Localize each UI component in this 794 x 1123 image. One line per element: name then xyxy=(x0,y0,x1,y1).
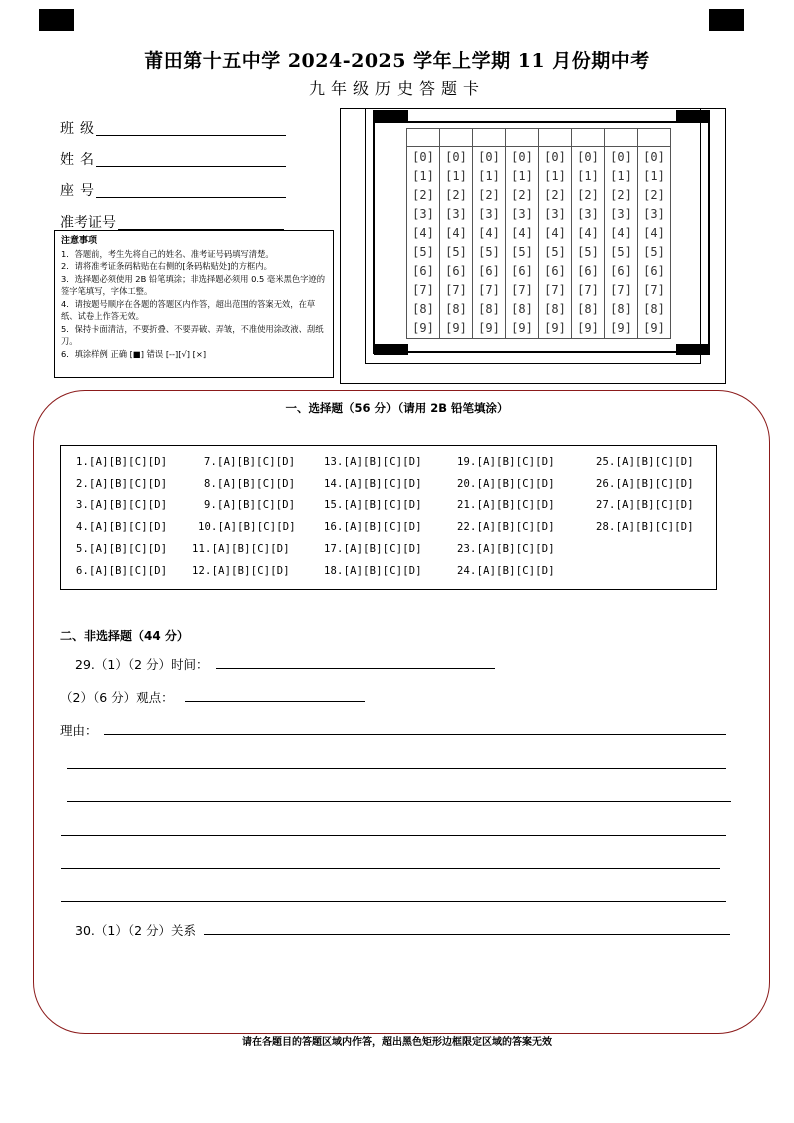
exam-id-grid xyxy=(406,128,671,339)
id-digit-bubble[interactable]: [1] xyxy=(412,169,434,183)
exam-id-frame-bottom xyxy=(365,363,701,364)
frame-block xyxy=(676,344,710,355)
id-digit-bubble[interactable]: [3] xyxy=(511,207,533,221)
class-label: 班级 xyxy=(60,121,100,137)
id-digit-bubble[interactable]: [1] xyxy=(478,169,500,183)
id-digit-box[interactable] xyxy=(440,129,473,147)
id-digit-bubble[interactable]: [0] xyxy=(544,150,566,164)
id-digit-bubble[interactable]: [1] xyxy=(445,169,467,183)
q29-1-label: 29.（1）（2 分）时间： xyxy=(75,657,209,672)
id-digit-bubble[interactable]: [2] xyxy=(478,188,500,202)
id-digit-box[interactable] xyxy=(572,129,605,147)
choice-question[interactable]: 20.[A][B][C][D] xyxy=(457,478,555,490)
id-digit-bubble[interactable]: [1] xyxy=(643,169,665,183)
id-digit-bubble[interactable]: [5] xyxy=(511,245,533,259)
choice-question[interactable]: 26.[A][B][C][D] xyxy=(596,478,694,490)
id-digit-bubble[interactable]: [6] xyxy=(478,264,500,278)
id-digit-bubble[interactable]: [3] xyxy=(412,207,434,221)
id-digit-bubble[interactable]: [7] xyxy=(643,283,665,297)
id-digit-bubble[interactable]: [1] xyxy=(544,169,566,183)
id-digit-bubble[interactable]: [9] xyxy=(610,321,632,335)
id-digit-bubble[interactable]: [8] xyxy=(511,302,533,316)
id-digit-bubble[interactable]: [6] xyxy=(544,264,566,278)
id-digit-bubble[interactable]: [4] xyxy=(577,226,599,240)
choice-question[interactable]: 28.[A][B][C][D] xyxy=(596,521,694,533)
choice-question[interactable]: 13.[A][B][C][D] xyxy=(324,456,422,468)
reason-line[interactable] xyxy=(104,734,726,735)
id-digit-bubble[interactable]: [4] xyxy=(478,226,500,240)
id-digit-bubble[interactable]: [6] xyxy=(412,264,434,278)
notice-item: 1．答题前，考生先将自己的姓名、准考证号码填写清楚。 xyxy=(61,248,274,259)
id-digit-bubble[interactable]: [0] xyxy=(610,150,632,164)
id-digit-box[interactable] xyxy=(539,129,572,147)
notice-item: 2．请将准考证条码粘贴在右侧的[条码粘贴处]的方框内。 xyxy=(61,261,272,271)
id-digit-bubble[interactable]: [9] xyxy=(478,321,500,335)
frame-block xyxy=(374,344,408,355)
id-digit-bubble[interactable]: [8] xyxy=(478,302,500,316)
notice-item: 5．保持卡面清洁，不要折叠、不要弄破、弄皱，不准使用涂改液、刮纸刀。 xyxy=(61,323,324,346)
id-digit-bubble[interactable]: [2] xyxy=(610,188,632,202)
id-digit-bubble[interactable]: [2] xyxy=(643,188,665,202)
id-digit-bubble[interactable]: [6] xyxy=(445,264,467,278)
reason-label: 理由： xyxy=(60,723,98,738)
notice-box xyxy=(54,230,334,378)
choice-question[interactable]: 18.[A][B][C][D] xyxy=(324,565,422,577)
notice-item: 6．填涂样例 正确 [■] 错误 [--][√] [×] xyxy=(61,348,207,359)
choice-question[interactable]: 12.[A][B][C][D] xyxy=(192,565,290,577)
choice-question[interactable]: 27.[A][B][C][D] xyxy=(596,499,694,511)
q29-2-answer-line[interactable] xyxy=(185,701,365,702)
id-digit-bubble[interactable]: [3] xyxy=(478,207,500,221)
choice-question[interactable]: 17.[A][B][C][D] xyxy=(324,543,422,555)
choice-question[interactable]: 15.[A][B][C][D] xyxy=(324,499,422,511)
seat-label: 座号 xyxy=(60,183,100,199)
choice-question[interactable]: 11.[A][B][C][D] xyxy=(192,543,290,555)
id-digit-bubble[interactable]: [9] xyxy=(577,321,599,335)
exam-id-label: 准考证号 xyxy=(60,215,116,231)
id-digit-bubble[interactable]: [1] xyxy=(577,169,599,183)
choice-question[interactable]: 2.[A][B][C][D] xyxy=(76,478,168,490)
choice-question[interactable]: 6.[A][B][C][D] xyxy=(76,565,168,577)
id-digit-bubble[interactable]: [0] xyxy=(478,150,500,164)
id-digit-bubble[interactable]: [8] xyxy=(412,302,434,316)
id-digit-bubble[interactable]: [3] xyxy=(577,207,599,221)
choice-question[interactable]: 1.[A][B][C][D] xyxy=(76,456,168,468)
id-digit-bubble[interactable]: [8] xyxy=(610,302,632,316)
id-digit-bubble[interactable]: [8] xyxy=(544,302,566,316)
id-digit-bubble[interactable]: [0] xyxy=(511,150,533,164)
id-digit-bubble[interactable]: [8] xyxy=(445,302,467,316)
notice-item: 4．请按题号顺序在各题的答题区内作答，超出范围的答案无效，在草纸、试卷上作答无效。 xyxy=(61,298,316,321)
id-digit-bubble[interactable]: [0] xyxy=(445,150,467,164)
choice-question[interactable]: 4.[A][B][C][D] xyxy=(76,521,168,533)
id-digit-column xyxy=(407,147,440,339)
section2-title: 二、非选择题（44 分） xyxy=(60,629,189,643)
choice-question[interactable]: 25.[A][B][C][D] xyxy=(596,456,694,468)
choice-question[interactable]: 5.[A][B][C][D] xyxy=(76,543,168,555)
id-digit-bubble[interactable]: [7] xyxy=(511,283,533,297)
id-digit-bubble[interactable]: [7] xyxy=(577,283,599,297)
id-digit-box[interactable] xyxy=(506,129,539,147)
id-digit-bubble[interactable]: [0] xyxy=(412,150,434,164)
id-digit-bubble[interactable]: [3] xyxy=(610,207,632,221)
id-digit-bubble[interactable]: [2] xyxy=(445,188,467,202)
id-digit-bubble[interactable]: [5] xyxy=(577,245,599,259)
frame-bottom-line xyxy=(373,351,710,353)
q30-1-answer-line[interactable] xyxy=(204,934,730,935)
corner-mark-right xyxy=(709,9,744,31)
id-digit-bubble[interactable]: [5] xyxy=(478,245,500,259)
id-digit-bubble[interactable]: [2] xyxy=(412,188,434,202)
id-digit-bubble[interactable]: [0] xyxy=(577,150,599,164)
id-digit-bubble[interactable]: [3] xyxy=(445,207,467,221)
id-digit-bubble[interactable]: [7] xyxy=(610,283,632,297)
section1-title: 一、选择题（56 分）（请用 2B 铅笔填涂） xyxy=(285,401,509,415)
id-digit-bubble[interactable]: [2] xyxy=(577,188,599,202)
id-digit-box[interactable] xyxy=(407,129,440,147)
q30-1-label: 30.（1）（2 分）关系 xyxy=(75,923,197,938)
id-digit-bubble[interactable]: [5] xyxy=(412,245,434,259)
page-subtitle: 九年级历史答题卡 xyxy=(308,79,485,98)
id-digit-bubble[interactable]: [4] xyxy=(610,226,632,240)
id-digit-bubble[interactable]: [4] xyxy=(412,226,434,240)
choice-question[interactable]: 3.[A][B][C][D] xyxy=(76,499,168,511)
name-line xyxy=(96,166,286,167)
frame-block xyxy=(374,110,408,121)
id-digit-bubble[interactable]: [9] xyxy=(544,321,566,335)
id-digit-bubble[interactable]: [6] xyxy=(577,264,599,278)
choice-question[interactable]: 8.[A][B][C][D] xyxy=(204,478,296,490)
choice-question[interactable]: 10.[A][B][C][D] xyxy=(198,521,296,533)
id-digit-bubble[interactable]: [8] xyxy=(577,302,599,316)
choice-question[interactable]: 22.[A][B][C][D] xyxy=(457,521,555,533)
id-digit-bubble[interactable]: [1] xyxy=(511,169,533,183)
notice-item: 3．选择题必须使用 2B 铅笔填涂；非选择题必须用 0.5 毫米黑色字迹的签字笔填写，字体工整。 xyxy=(61,273,326,296)
corner-mark-left xyxy=(39,9,74,31)
id-digit-bubble[interactable]: [5] xyxy=(445,245,467,259)
id-digit-bubble[interactable]: [4] xyxy=(643,226,665,240)
page-title: 莆田第十五中学 2024-2025 学年上学期 11 月份期中考 xyxy=(144,50,650,72)
id-digit-bubble[interactable]: [5] xyxy=(610,245,632,259)
reason-line[interactable] xyxy=(67,768,726,769)
id-digit-box[interactable] xyxy=(473,129,506,147)
id-digit-box[interactable] xyxy=(605,129,638,147)
id-digit-column xyxy=(506,147,539,339)
id-digit-bubble[interactable]: [6] xyxy=(643,264,665,278)
id-digit-bubble[interactable]: [7] xyxy=(412,283,434,297)
choice-question[interactable]: 16.[A][B][C][D] xyxy=(324,521,422,533)
id-digit-bubble[interactable]: [5] xyxy=(544,245,566,259)
id-digit-bubble[interactable]: [3] xyxy=(643,207,665,221)
choice-question[interactable]: 23.[A][B][C][D] xyxy=(457,543,555,555)
id-digit-bubble[interactable]: [5] xyxy=(643,245,665,259)
frame-block xyxy=(676,110,710,121)
id-digit-bubble[interactable]: [9] xyxy=(643,321,665,335)
class-field[interactable] xyxy=(60,118,100,138)
id-digit-bubble[interactable]: [4] xyxy=(544,226,566,240)
id-digit-bubble[interactable]: [4] xyxy=(445,226,467,240)
id-digit-bubble[interactable]: [8] xyxy=(643,302,665,316)
name-field[interactable] xyxy=(60,149,100,169)
id-digit-column xyxy=(605,147,638,339)
choice-question[interactable]: 19.[A][B][C][D] xyxy=(457,456,555,468)
id-digit-bubble[interactable]: [1] xyxy=(610,169,632,183)
id-digit-column xyxy=(539,147,572,339)
frame-right-line xyxy=(708,110,710,354)
id-digit-column xyxy=(638,147,671,339)
id-digit-column xyxy=(572,147,605,339)
reason-line[interactable] xyxy=(61,901,726,902)
reason-line[interactable] xyxy=(61,868,720,869)
id-digit-bubble[interactable]: [7] xyxy=(544,283,566,297)
id-digit-bubble[interactable]: [2] xyxy=(544,188,566,202)
id-digit-bubble[interactable]: [3] xyxy=(544,207,566,221)
id-digit-column xyxy=(473,147,506,339)
frame-left-line xyxy=(373,110,375,354)
reason-line[interactable] xyxy=(67,801,731,802)
reason-line[interactable] xyxy=(61,835,726,836)
id-digit-bubble[interactable]: [9] xyxy=(412,321,434,335)
id-digit-bubble[interactable]: [2] xyxy=(511,188,533,202)
id-digit-bubble[interactable]: [9] xyxy=(511,321,533,335)
id-digit-bubble[interactable]: [7] xyxy=(478,283,500,297)
q29-2-label: （2）（6 分）观点： xyxy=(60,690,174,705)
footer-note: 请在各题目的答题区域内作答，超出黑色矩形边框限定区域的答案无效 xyxy=(242,1037,552,1048)
id-digit-bubble[interactable]: [7] xyxy=(445,283,467,297)
q29-1-answer-line[interactable] xyxy=(216,668,495,669)
choice-question[interactable]: 24.[A][B][C][D] xyxy=(457,565,555,577)
choice-question[interactable]: 14.[A][B][C][D] xyxy=(324,478,422,490)
choice-question[interactable]: 9.[A][B][C][D] xyxy=(204,499,296,511)
frame-top-line xyxy=(373,121,710,123)
id-digit-bubble[interactable]: [0] xyxy=(643,150,665,164)
choice-question[interactable]: 7.[A][B][C][D] xyxy=(204,456,296,468)
exam-id-field[interactable] xyxy=(60,212,116,232)
choice-question[interactable]: 21.[A][B][C][D] xyxy=(457,499,555,511)
id-digit-column xyxy=(440,147,473,339)
seat-field[interactable] xyxy=(60,180,100,200)
id-digit-bubble[interactable]: [6] xyxy=(511,264,533,278)
id-digit-bubble[interactable]: [6] xyxy=(610,264,632,278)
id-digit-bubble[interactable]: [4] xyxy=(511,226,533,240)
seat-line xyxy=(96,197,286,198)
id-digit-bubble[interactable]: [9] xyxy=(445,321,467,335)
id-digit-box[interactable] xyxy=(638,129,671,147)
notice-title: 注意事项 xyxy=(61,236,98,246)
class-line xyxy=(96,135,286,136)
name-label: 姓名 xyxy=(60,152,100,168)
